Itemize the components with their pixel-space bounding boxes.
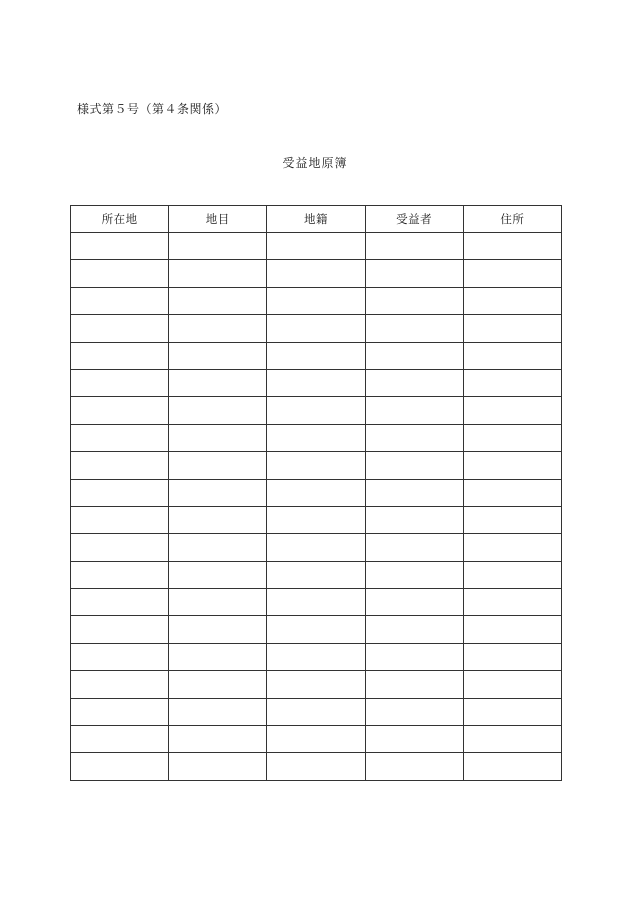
table-body	[71, 233, 562, 781]
table-cell-land-category	[169, 753, 267, 780]
table-cell-land-category	[169, 589, 267, 616]
table-cell-area	[267, 369, 365, 396]
table-cell-location	[71, 424, 169, 451]
table-cell-beneficiary	[365, 698, 463, 725]
table-cell-address	[463, 506, 561, 533]
table-cell-land-category	[169, 342, 267, 369]
table-cell-land-category	[169, 643, 267, 670]
table-cell-area	[267, 397, 365, 424]
table-cell-address	[463, 753, 561, 780]
table-cell-beneficiary	[365, 726, 463, 753]
table-cell-location	[71, 452, 169, 479]
table-cell-area	[267, 561, 365, 588]
register-table	[70, 205, 562, 781]
column-header-beneficiary: 受益者	[365, 206, 463, 233]
table-cell-area	[267, 315, 365, 342]
table-row	[71, 698, 562, 725]
table-cell-address	[463, 287, 561, 314]
column-header-address: 住所	[463, 206, 561, 233]
table-cell-beneficiary	[365, 479, 463, 506]
table-cell-area	[267, 671, 365, 698]
table-cell-address	[463, 233, 561, 260]
table-row	[71, 534, 562, 561]
table-cell-location	[71, 369, 169, 396]
table-cell-location	[71, 643, 169, 670]
table-cell-location	[71, 616, 169, 643]
table-cell-area	[267, 589, 365, 616]
table-cell-beneficiary	[365, 506, 463, 533]
table-cell-land-category	[169, 561, 267, 588]
table-row	[71, 369, 562, 396]
table-cell-land-category	[169, 616, 267, 643]
table-cell-beneficiary	[365, 671, 463, 698]
table-cell-area	[267, 726, 365, 753]
table-cell-location	[71, 260, 169, 287]
table-row	[71, 287, 562, 314]
column-header-area: 地籍	[267, 206, 365, 233]
table-cell-area	[267, 342, 365, 369]
table-cell-beneficiary	[365, 616, 463, 643]
table-cell-beneficiary	[365, 589, 463, 616]
table-cell-land-category	[169, 287, 267, 314]
table-cell-area	[267, 479, 365, 506]
table-cell-location	[71, 698, 169, 725]
table-cell-area	[267, 506, 365, 533]
table-cell-address	[463, 397, 561, 424]
table-cell-area	[267, 233, 365, 260]
table-cell-land-category	[169, 260, 267, 287]
table-cell-beneficiary	[365, 260, 463, 287]
table-cell-area	[267, 616, 365, 643]
table-cell-beneficiary	[365, 287, 463, 314]
table-cell-land-category	[169, 424, 267, 451]
table-row	[71, 260, 562, 287]
table-cell-land-category	[169, 233, 267, 260]
page-title: 受益地原簿	[282, 156, 348, 170]
table-cell-location	[71, 342, 169, 369]
table-row	[71, 397, 562, 424]
table-cell-address	[463, 342, 561, 369]
table-cell-address	[463, 452, 561, 479]
table-cell-location	[71, 561, 169, 588]
column-header-land-category: 地目	[169, 206, 267, 233]
table-row	[71, 671, 562, 698]
table-cell-land-category	[169, 397, 267, 424]
table-cell-beneficiary	[365, 424, 463, 451]
table-cell-address	[463, 698, 561, 725]
table-row	[71, 561, 562, 588]
table-cell-address	[463, 616, 561, 643]
table-cell-beneficiary	[365, 534, 463, 561]
table-cell-location	[71, 534, 169, 561]
table-cell-location	[71, 726, 169, 753]
table-cell-address	[463, 369, 561, 396]
table-cell-address	[463, 534, 561, 561]
table-cell-area	[267, 643, 365, 670]
table-cell-area	[267, 424, 365, 451]
table-row	[71, 643, 562, 670]
table-cell-land-category	[169, 452, 267, 479]
table-row	[71, 506, 562, 533]
table-cell-address	[463, 561, 561, 588]
table-row	[71, 315, 562, 342]
table-cell-location	[71, 589, 169, 616]
table-cell-land-category	[169, 479, 267, 506]
table-row	[71, 753, 562, 780]
table-cell-land-category	[169, 698, 267, 725]
table-cell-beneficiary	[365, 369, 463, 396]
table-cell-address	[463, 260, 561, 287]
table-cell-beneficiary	[365, 315, 463, 342]
table-cell-location	[71, 506, 169, 533]
table-cell-beneficiary	[365, 397, 463, 424]
table-cell-location	[71, 753, 169, 780]
table-cell-beneficiary	[365, 452, 463, 479]
form-number-label: 様式第５号（第４条関係）	[77, 102, 228, 116]
table-cell-land-category	[169, 315, 267, 342]
table-cell-beneficiary	[365, 643, 463, 670]
table-row	[71, 424, 562, 451]
table-row	[71, 726, 562, 753]
table-cell-land-category	[169, 726, 267, 753]
table-cell-location	[71, 233, 169, 260]
table-cell-area	[267, 753, 365, 780]
table-cell-area	[267, 698, 365, 725]
table-cell-address	[463, 424, 561, 451]
table-cell-address	[463, 589, 561, 616]
table-cell-beneficiary	[365, 561, 463, 588]
table-cell-address	[463, 643, 561, 670]
table-cell-beneficiary	[365, 233, 463, 260]
table-row	[71, 479, 562, 506]
table-cell-address	[463, 671, 561, 698]
table-cell-area	[267, 287, 365, 314]
table-cell-location	[71, 479, 169, 506]
table-row	[71, 342, 562, 369]
table-cell-beneficiary	[365, 342, 463, 369]
table-cell-area	[267, 534, 365, 561]
table-row	[71, 233, 562, 260]
table-cell-land-category	[169, 671, 267, 698]
table-row	[71, 452, 562, 479]
table-cell-location	[71, 671, 169, 698]
table-cell-land-category	[169, 506, 267, 533]
table-cell-area	[267, 260, 365, 287]
table-row	[71, 589, 562, 616]
table-cell-address	[463, 726, 561, 753]
table-cell-location	[71, 315, 169, 342]
table-cell-beneficiary	[365, 753, 463, 780]
column-header-location: 所在地	[71, 206, 169, 233]
table-cell-location	[71, 287, 169, 314]
table-cell-land-category	[169, 369, 267, 396]
table-cell-land-category	[169, 534, 267, 561]
table-cell-address	[463, 315, 561, 342]
table-cell-location	[71, 397, 169, 424]
table-row	[71, 616, 562, 643]
table-cell-address	[463, 479, 561, 506]
table-header-row	[71, 206, 562, 233]
table-cell-area	[267, 452, 365, 479]
